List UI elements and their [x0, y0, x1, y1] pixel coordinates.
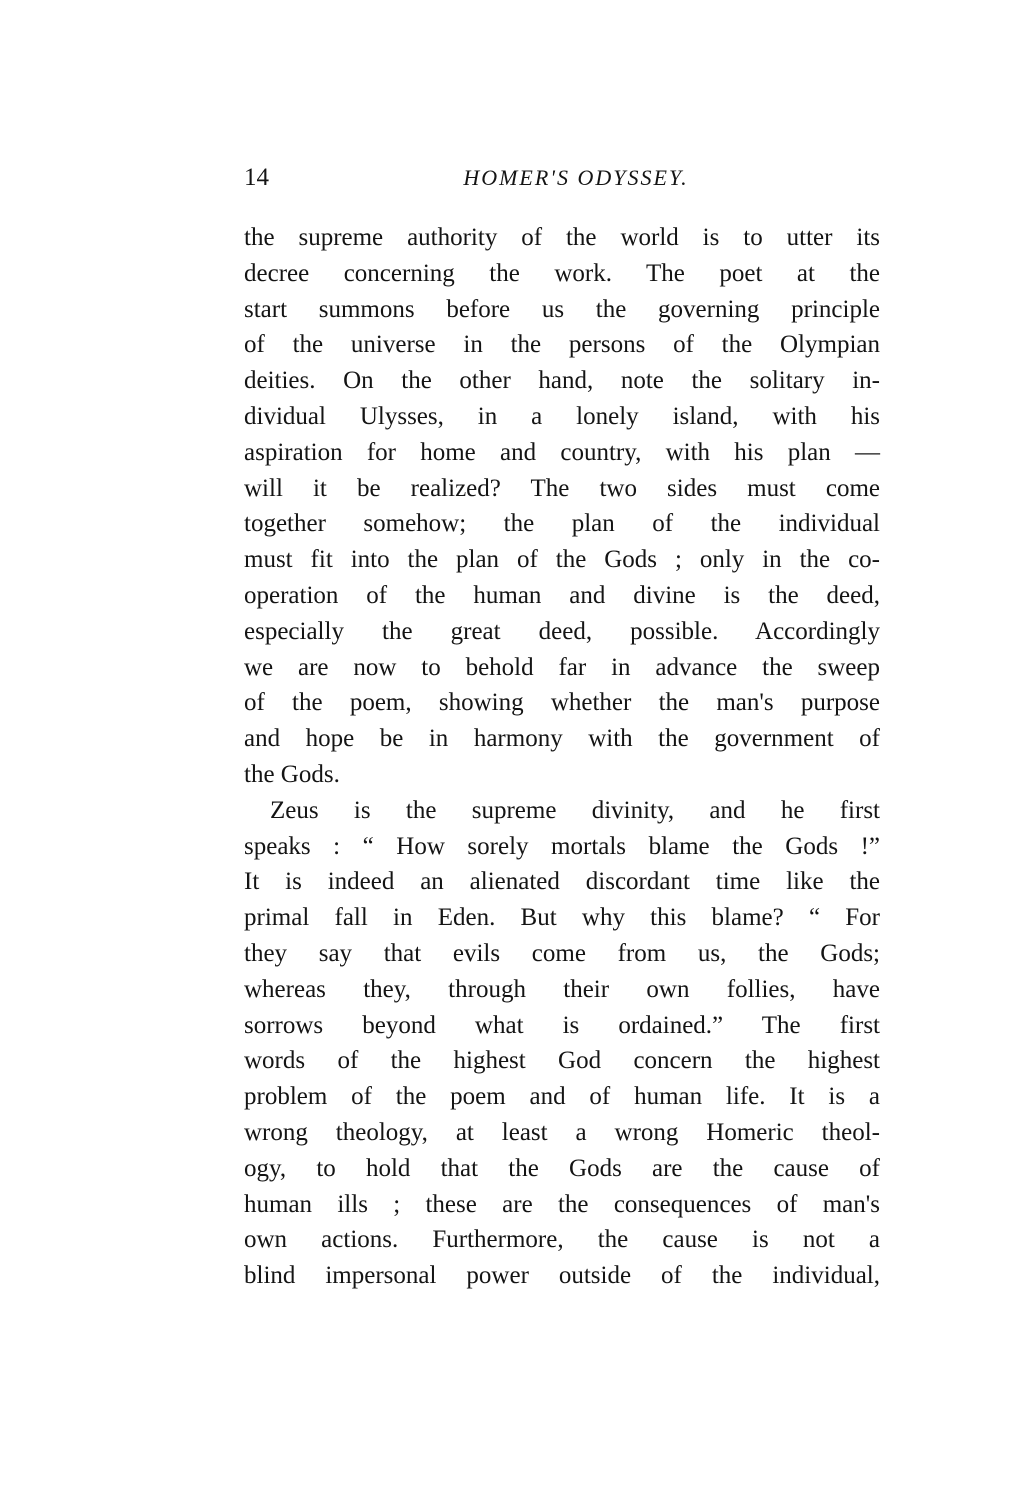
text-line: will it be realized? The two sides must come: [244, 474, 880, 502]
paragraph: [244, 220, 880, 793]
text-line: speaks : “ How sorely mortals blame the Gods !”: [244, 832, 880, 860]
text-line: whereas they, through their own follies, have: [244, 975, 880, 1003]
text-line: of the poem, showing whether the man's purpose: [244, 689, 880, 717]
text-line: they say that evils come from us, the Gods;: [244, 939, 880, 967]
text-line: the supreme authority of the world is to utter its: [244, 224, 880, 251]
text-line: own actions. Furthermore, the cause is not a: [244, 1226, 880, 1254]
text-line: the Gods.: [244, 760, 340, 788]
text-line: wrong theology, at least a wrong Homeric theol-: [244, 1118, 880, 1146]
text-line: must fit into the plan of the Gods ; only in the co-: [244, 546, 880, 574]
text-line: of the universe in the persons of the Olympian: [244, 331, 880, 359]
text-line: we are now to behold far in advance the sweep: [244, 653, 880, 681]
text-line: deities. On the other hand, note the solitary in-: [244, 367, 880, 395]
text-line: decree concerning the work. The poet at the: [244, 259, 880, 287]
text-line: aspiration for home and country, with his plan —: [244, 438, 880, 466]
text-line: blind impersonal power outside of the individual,: [244, 1262, 880, 1290]
text-line: ogy, to hold that the Gods are the cause of: [244, 1154, 880, 1182]
text-line: Zeus is the supreme divinity, and he first: [270, 796, 880, 824]
text-line: human ills ; these are the consequences of man's: [244, 1190, 880, 1218]
page-number: 14: [244, 164, 269, 191]
body-text: [244, 220, 880, 1294]
text-line: together somehow; the plan of the individual: [244, 510, 880, 538]
text-line: dividual Ulysses, in a lonely island, with his: [244, 402, 880, 430]
text-line: sorrows beyond what is ordained.” The first: [244, 1011, 880, 1039]
text-line: words of the highest God concern the highest: [244, 1047, 880, 1075]
text-line: especially the great deed, possible. Accordingly: [244, 617, 880, 645]
text-line: It is indeed an alienated discordant time like the: [244, 868, 880, 896]
text-line: and hope be in harmony with the government of: [244, 725, 880, 753]
running-head: [244, 160, 880, 196]
text-line: operation of the human and divine is the deed,: [244, 581, 880, 609]
paragraph: [244, 793, 880, 1294]
text-line: primal fall in Eden. But why this blame? “ For: [244, 904, 880, 932]
text-line: problem of the poem and of human life. It is a: [244, 1083, 880, 1111]
running-title: HOMER'S ODYSSEY.: [463, 165, 689, 190]
text-line: start summons before us the governing principle: [244, 295, 880, 323]
